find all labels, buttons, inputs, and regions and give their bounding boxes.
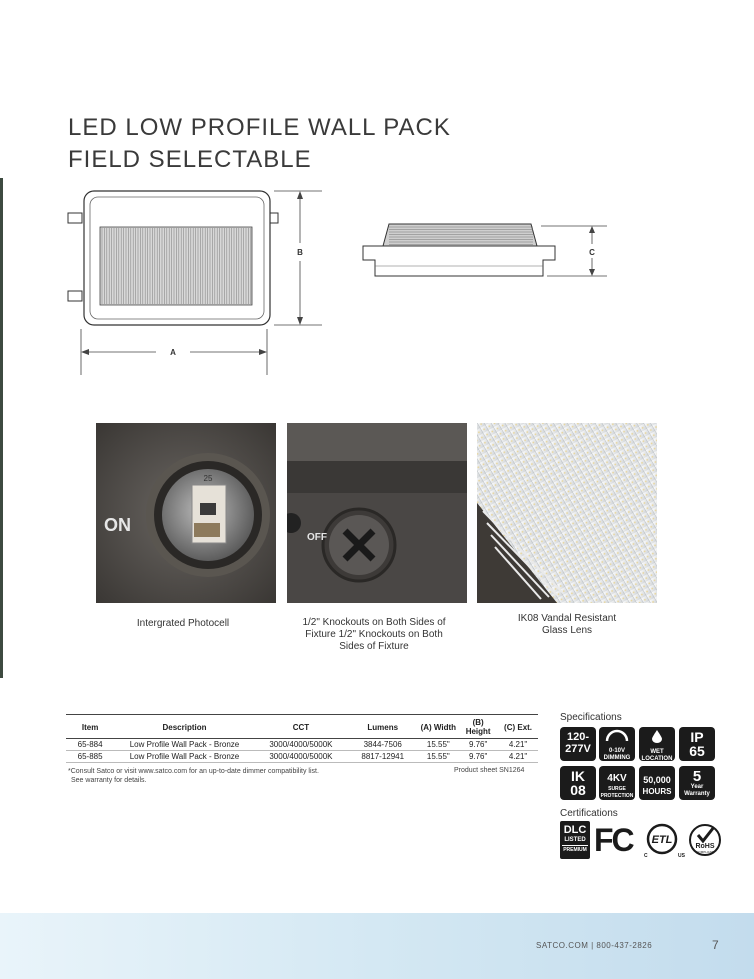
cell-width: 15.55": [418, 751, 458, 763]
table-header-row: [66, 716, 538, 739]
cell-width: 15.55": [418, 739, 458, 751]
fcc-logo: FC: [594, 822, 633, 858]
page-title: [68, 112, 451, 176]
cell-item: 65-884: [66, 739, 114, 751]
cell-cct: 3000/4000/5000K: [255, 751, 347, 763]
warranty-badge: 5 Year Warranty: [679, 766, 715, 800]
cell-ext: 4.21": [498, 739, 538, 751]
cell-item: 65-885: [66, 751, 114, 763]
photo-on-label: ON: [104, 515, 131, 535]
table-footnote: [68, 767, 319, 785]
footnote-line-2: See warranty for details.: [71, 777, 147, 784]
cell-ext: 4.21": [498, 751, 538, 763]
side-view-drawing: [355, 218, 615, 283]
col-width: (A) Width: [418, 716, 458, 739]
dimming-arc-icon: [599, 727, 635, 743]
col-item: Item: [66, 716, 114, 739]
caption-photocell: Intergrated Photocell: [136, 618, 230, 629]
page-number: 7: [712, 938, 719, 952]
footer-contact: SATCO.COM | 800-437-2826: [536, 941, 653, 950]
cell-description: Low Profile Wall Pack - Bronze: [114, 751, 255, 763]
surge-badge: 4KV SURGE PROTECTION: [599, 766, 635, 800]
mounting-tab-top: [68, 213, 82, 223]
col-height: (B) Height: [458, 716, 498, 739]
side-lens-outline: [383, 224, 537, 246]
product-sheet-number: Product sheet SN1264: [454, 767, 525, 774]
ik08-badge: IK 08: [560, 766, 596, 800]
svg-text:ETL: ETL: [651, 834, 673, 846]
svg-text:RoHS: RoHS: [695, 843, 715, 850]
voltage-badge: 120-277V: [560, 727, 596, 761]
photo-photocell: [96, 423, 276, 603]
cell-lumens: 3844-7506: [347, 739, 418, 751]
mounting-tab-bottom: [68, 291, 82, 301]
svg-text:COMPLIANT: COMPLIANT: [696, 850, 714, 854]
title-line-2: FIELD SELECTABLE: [68, 146, 312, 173]
caption-knockouts: 1/2" Knockouts on Both Sides of Fixture 1/2" Knockouts on Both Sides of Fixture: [302, 617, 446, 652]
dimension-label-a: A: [170, 348, 176, 357]
photo-glass-lens: [477, 423, 657, 603]
cell-lumens: 8817-12941: [347, 751, 418, 763]
cell-description: Low Profile Wall Pack - Bronze: [114, 739, 255, 751]
table-row: [66, 751, 538, 763]
left-edge-strip: [0, 178, 3, 678]
ip65-badge: IP 65: [679, 727, 715, 761]
cell-cct: 3000/4000/5000K: [255, 739, 347, 751]
side-housing-outline: [363, 246, 555, 276]
col-ext: (C) Ext.: [498, 716, 538, 739]
rohs-compliant-logo: [688, 821, 722, 859]
photo-off-label: OFF: [307, 532, 327, 543]
dlc-premium-logo: DLC LISTED PREMIUM: [560, 821, 590, 859]
specifications-heading: Specifications: [560, 712, 622, 723]
cell-height: 9.76": [458, 739, 498, 751]
svg-text:US: US: [678, 853, 685, 859]
svg-text:C: C: [644, 853, 648, 859]
etl-listed-logo: [640, 823, 688, 859]
title-line-1: LED LOW PROFILE WALL PACK: [68, 114, 451, 141]
photo-knockouts: [287, 423, 467, 603]
table-top-rule: [66, 714, 538, 715]
caption-glass-lens: IK08 Vandal Resistant Glass Lens: [517, 613, 617, 636]
front-view-drawing: [60, 185, 330, 380]
table-row: [66, 739, 538, 751]
certifications-heading: Certifications: [560, 808, 618, 819]
dimming-badge: 0-10V DIMMING: [599, 727, 635, 761]
cell-height: 9.76": [458, 751, 498, 763]
footnote-line-1: *Consult Satco or visit www.satco.com for an up-to-date dimmer compatibility list.: [68, 768, 319, 775]
product-table: [66, 716, 538, 763]
hours-badge: 50,000 HOURS: [639, 766, 675, 800]
photo-25-label: 25: [203, 474, 213, 483]
col-lumens: Lumens: [347, 716, 418, 739]
dimension-label-b: B: [297, 248, 303, 257]
col-cct: CCT: [255, 716, 347, 739]
mounting-tab-right: [270, 213, 278, 223]
wet-location-badge: WET LOCATION: [639, 727, 675, 761]
col-description: Description: [114, 716, 255, 739]
dimension-label-c: C: [589, 248, 595, 257]
water-drop-icon: [639, 727, 675, 743]
